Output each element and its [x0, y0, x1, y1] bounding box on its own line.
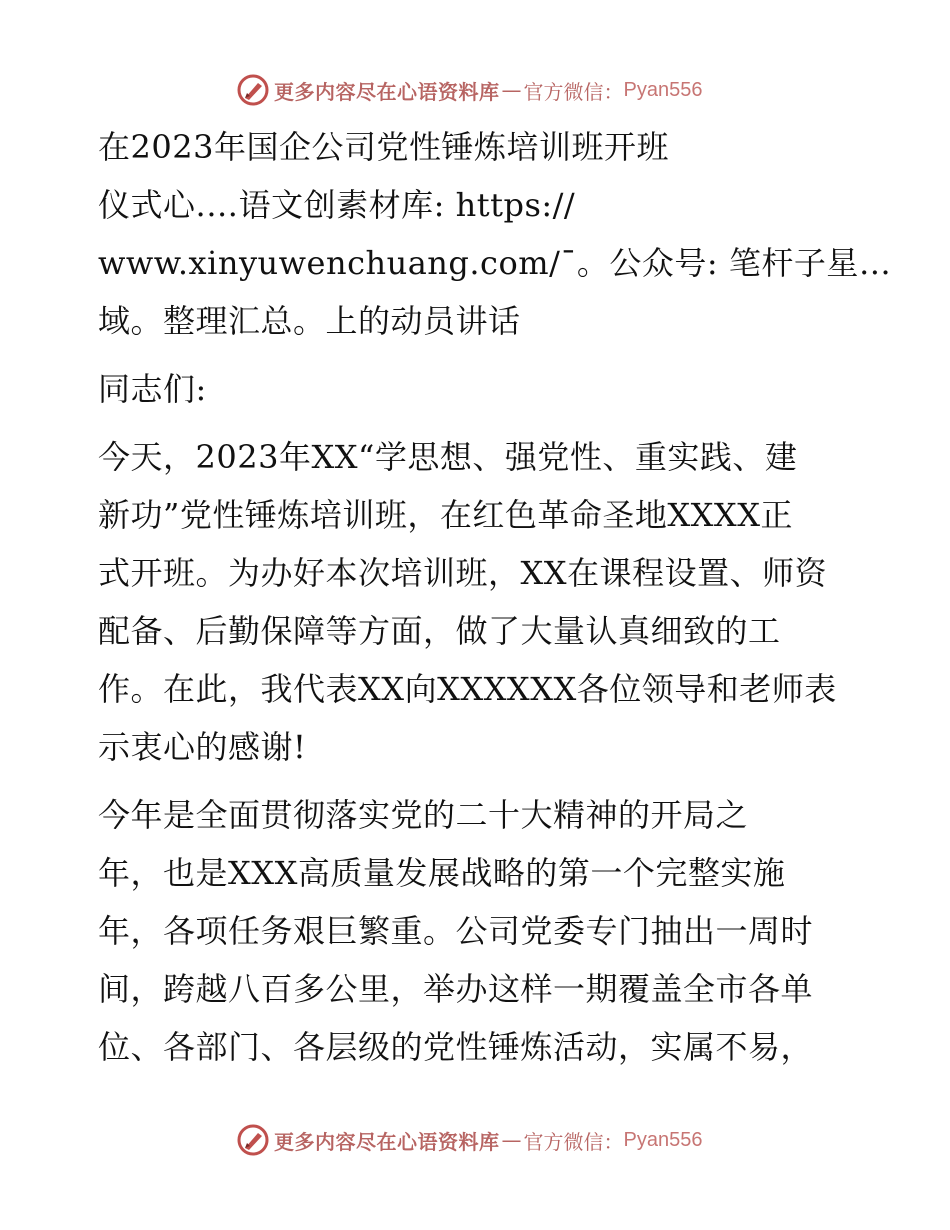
greeting: 同志们: — [98, 370, 207, 408]
watermark-brand-text: 更多内容尽在心语资料库 — [274, 79, 500, 104]
paragraph-line: 间，跨越八百多公里，举办这样一期覆盖全市各单 — [98, 970, 814, 1008]
document-title — [98, 118, 892, 350]
pen-circle-logo-icon — [236, 73, 270, 107]
watermark-brand-text: 更多内容尽在心语资料库 — [274, 1129, 500, 1154]
watermark-dash: — — [501, 1128, 522, 1152]
paragraph-line: 年，也是XXX高质量发展战略的第一个完整实施 — [98, 854, 786, 892]
watermark-wechat-handle: Pyan556 — [623, 78, 703, 101]
paragraph-line: 位、各部门、各层级的党性锤炼活动，实属不易， — [98, 1028, 814, 1066]
pen-circle-logo-icon — [236, 1123, 270, 1157]
watermark-wechat-handle: Pyan556 — [623, 1128, 703, 1151]
paragraph-line: 配备、后勤保障等方面，做了大量认真细致的工 — [98, 612, 781, 650]
document-body — [98, 118, 892, 1076]
paragraph-line: 新功”党性锤炼培训班，在红色革命圣地XXXX正 — [98, 496, 793, 534]
paragraph-line: 作。在此，我代表XX向XXXXXX各位领导和老师表 — [98, 670, 837, 708]
watermark-wechat-label: 官方微信： — [523, 1129, 624, 1154]
header-watermark — [236, 72, 702, 108]
paragraph-line: 示衷心的感谢! — [98, 728, 307, 766]
title-line: 仪式心.…语文创素材库: https:// — [98, 186, 576, 224]
title-line: 域。整理汇总。上的动员讲话 — [98, 302, 521, 340]
paragraph-line: 今天，2023年XX“学思想、强党性、重实践、建 — [98, 438, 798, 476]
footer-watermark — [236, 1122, 702, 1158]
paragraph-line: 今年是全面贯彻落实党的二十大精神的开局之 — [98, 796, 749, 834]
watermark-wechat-label: 官方微信： — [523, 79, 624, 104]
paragraph-1 — [98, 428, 858, 776]
paragraph-line: 式开班。为办好本次培训班，XX在课程设置、师资 — [98, 554, 828, 592]
paragraph-line: 年，各项任务艰巨繁重。公司党委专门抽出一周时 — [98, 912, 814, 950]
title-line: www.xinyuwenchuang.com/¯。公众号: 笔杆子星… — [98, 244, 892, 282]
watermark-dash: — — [501, 78, 522, 102]
title-line: 在2023年国企公司党性锤炼培训班开班 — [98, 128, 669, 166]
paragraph-2 — [98, 786, 858, 1076]
